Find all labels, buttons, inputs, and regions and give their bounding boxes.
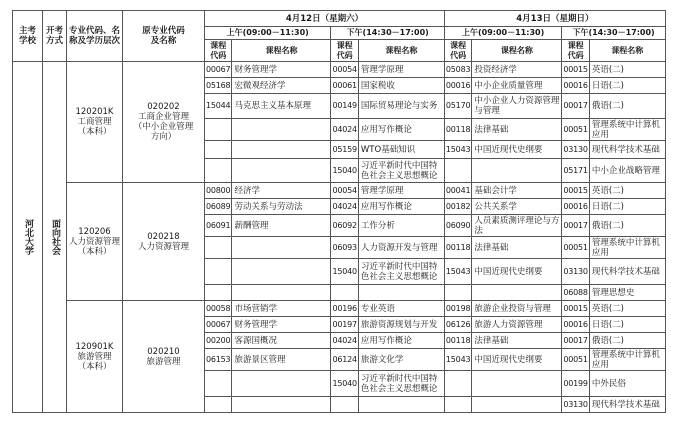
course-name: 现代科学技术基础 (589, 397, 665, 413)
course-name (232, 141, 331, 159)
course-code: 00118 (444, 119, 471, 141)
course-name: 俄语(二) (589, 215, 665, 237)
course-code: 06126 (444, 317, 471, 333)
course-code: 06090 (444, 215, 471, 237)
course-code: 06089 (205, 199, 232, 215)
course-name: 英语(二) (589, 301, 665, 317)
course-code (205, 259, 232, 285)
course-name: 应用写作概论 (358, 119, 444, 141)
course-name: 国际贸易理论与实务 (358, 94, 444, 119)
course-code: 00800 (205, 183, 232, 199)
course-name: 俄语(二) (589, 333, 665, 349)
course-code: 06088 (562, 285, 589, 301)
course-code: 04024 (331, 119, 358, 141)
header-day-1: 4月12日（星期六） (205, 11, 445, 27)
course-code: 15043 (444, 259, 471, 285)
course-name: 劳动关系与劳动法 (232, 199, 331, 215)
course-code: 00182 (444, 199, 471, 215)
course-name (358, 397, 444, 413)
course-code: 00054 (331, 62, 358, 78)
course-name (232, 237, 331, 259)
course-name: 中国近现代史纲要 (472, 349, 562, 371)
course-name: 公共关系学 (472, 199, 562, 215)
course-code: 05171 (562, 159, 589, 183)
course-code: 15040 (331, 259, 358, 285)
course-code (444, 285, 471, 301)
original-major-cell: 020210 旅游管理 (123, 301, 205, 413)
exam-schedule-table (12, 10, 666, 413)
header-method: 开考 方式 (43, 11, 67, 62)
course-name: 法律基础 (472, 119, 562, 141)
original-major-cell: 020218 人力资源管理 (123, 183, 205, 301)
course-name: 管理系统中计算机应用 (589, 119, 665, 141)
course-name (232, 371, 331, 397)
course-name: 旅游人力资源管理 (472, 317, 562, 333)
course-code: 06153 (205, 349, 232, 371)
course-code: 05168 (205, 78, 232, 94)
course-code: 00051 (562, 119, 589, 141)
course-code: 00015 (562, 301, 589, 317)
course-name (232, 119, 331, 141)
course-code: 00051 (562, 237, 589, 259)
course-code: 00149 (331, 94, 358, 119)
major-cell: 120901K 旅游管理 （本科） (67, 301, 123, 413)
course-code: 00118 (444, 333, 471, 349)
course-code: 06124 (331, 349, 358, 371)
course-code: 15040 (331, 371, 358, 397)
course-name: 中外民俗 (589, 371, 665, 397)
header-course-code: 课程 代码 (331, 40, 358, 62)
course-code: 00017 (562, 333, 589, 349)
header-course-code: 课程 代码 (562, 40, 589, 62)
course-name: 习近平新时代中国特色社会主义思想概论 (358, 371, 444, 397)
header-school: 主考 学校 (13, 11, 43, 62)
course-name: 专业英语 (358, 301, 444, 317)
course-name: 财务管理学 (232, 62, 331, 78)
course-code: 05170 (444, 94, 471, 119)
course-name: 管理系统中计算机应用 (589, 237, 665, 259)
course-code: 00041 (444, 183, 471, 199)
course-name (232, 259, 331, 285)
course-code: 00058 (205, 301, 232, 317)
course-code: 15043 (444, 141, 471, 159)
course-name: 英语(二) (589, 62, 665, 78)
course-code: 00054 (331, 183, 358, 199)
exam-schedule-sheet (12, 10, 666, 413)
course-code: 00198 (444, 301, 471, 317)
course-code: 00016 (562, 78, 589, 94)
course-name: 市场营销学 (232, 301, 331, 317)
course-name: 中国近现代史纲要 (472, 141, 562, 159)
header-day-2: 4月13日（星期日） (444, 11, 665, 27)
course-name: 投资经济学 (472, 62, 562, 78)
course-code: 00197 (331, 317, 358, 333)
course-code: 05083 (444, 62, 471, 78)
course-name: 旅游企业投资与管理 (472, 301, 562, 317)
schedule-row (13, 183, 666, 199)
course-code: 06091 (205, 215, 232, 237)
course-name: 薪酬管理 (232, 215, 331, 237)
course-code: 00067 (205, 62, 232, 78)
course-name: 旅游文化学 (358, 349, 444, 371)
course-code: 15044 (205, 94, 232, 119)
course-code: 00016 (444, 78, 471, 94)
course-code (205, 285, 232, 301)
course-name (232, 159, 331, 183)
header-course-code: 课程 代码 (444, 40, 471, 62)
course-name: 日语(二) (589, 317, 665, 333)
course-code: 03130 (562, 397, 589, 413)
course-name: 习近平新时代中国特色社会主义思想概论 (358, 159, 444, 183)
course-name: 人员素质测评理论与方法 (472, 215, 562, 237)
course-name: 旅游资源规划与开发 (358, 317, 444, 333)
course-code (205, 159, 232, 183)
schedule-row (13, 62, 666, 78)
course-code (444, 397, 471, 413)
course-name: 客源国概况 (232, 333, 331, 349)
course-name: 经济学 (232, 183, 331, 199)
course-code: 00118 (444, 237, 471, 259)
exam-method-cell: 面向社会 (43, 62, 67, 413)
header-day2-am: 上午(09:00－11:30) (444, 27, 561, 40)
course-name (358, 285, 444, 301)
course-code: 15043 (444, 349, 471, 371)
course-name (472, 371, 562, 397)
course-name: 国家税收 (358, 78, 444, 94)
course-code: 00017 (562, 215, 589, 237)
header-day1-pm: 下午(14:30－17:00) (331, 27, 444, 40)
course-name: 日语(二) (589, 199, 665, 215)
course-name (472, 397, 562, 413)
course-name: 基础会计学 (472, 183, 562, 199)
course-code: 03130 (562, 141, 589, 159)
course-code (444, 371, 471, 397)
course-name: 宏微观经济学 (232, 78, 331, 94)
course-code: 00067 (205, 317, 232, 333)
course-name: 中国近现代史纲要 (472, 259, 562, 285)
course-name: WTO基础知识 (358, 141, 444, 159)
course-name: 中小企业战略管理 (589, 159, 665, 183)
course-name: 日语(二) (589, 78, 665, 94)
course-code: 06092 (331, 215, 358, 237)
course-name: 法律基础 (472, 333, 562, 349)
course-name: 英语(二) (589, 183, 665, 199)
course-code: 03130 (562, 259, 589, 285)
course-name: 现代科学技术基础 (589, 141, 665, 159)
course-name (232, 397, 331, 413)
course-name: 法律基础 (472, 237, 562, 259)
course-code: 06093 (331, 237, 358, 259)
course-code (331, 285, 358, 301)
course-name (472, 285, 562, 301)
course-code: 00016 (562, 317, 589, 333)
header-day1-am: 上午(09:00－11:30) (205, 27, 331, 40)
school-name-cell: 河北大学 (13, 62, 43, 413)
header-course-name: 课程名称 (472, 40, 562, 62)
course-code (205, 371, 232, 397)
course-name: 应用写作概论 (358, 199, 444, 215)
course-name (472, 159, 562, 183)
course-code: 05159 (331, 141, 358, 159)
course-name: 管理学原理 (358, 183, 444, 199)
course-code: 00016 (562, 199, 589, 215)
course-name: 人力资源开发与管理 (358, 237, 444, 259)
major-cell: 120206 人力资源管理 （本科） (67, 183, 123, 301)
course-code (205, 237, 232, 259)
course-code: 00199 (562, 371, 589, 397)
header-course-name: 课程名称 (232, 40, 331, 62)
course-name: 管理学原理 (358, 62, 444, 78)
course-code: 00051 (562, 349, 589, 371)
course-name: 旅游景区管理 (232, 349, 331, 371)
course-code: 04024 (331, 199, 358, 215)
course-code: 00061 (331, 78, 358, 94)
course-name: 财务管理学 (232, 317, 331, 333)
course-code: 15040 (331, 159, 358, 183)
course-code: 00196 (331, 301, 358, 317)
course-name: 中小企业质量管理 (472, 78, 562, 94)
course-name: 管理系统中计算机应用 (589, 349, 665, 371)
course-name: 工作分析 (358, 215, 444, 237)
course-name: 现代科学技术基础 (589, 259, 665, 285)
schedule-row (13, 301, 666, 317)
header-course-code: 课程 代码 (205, 40, 232, 62)
course-name: 管理思想史 (589, 285, 665, 301)
header-course-name: 课程名称 (358, 40, 444, 62)
course-code (331, 397, 358, 413)
course-name: 习近平新时代中国特色社会主义思想概论 (358, 259, 444, 285)
course-code: 04024 (331, 333, 358, 349)
course-code (205, 397, 232, 413)
course-code (444, 159, 471, 183)
original-major-cell: 020202 工商企业管理 （中小企业管理 方向） (123, 62, 205, 183)
course-code: 00200 (205, 333, 232, 349)
course-name: 中小企业人力资源管理与管理 (472, 94, 562, 119)
header-day2-pm: 下午(14:30－17:00) (562, 27, 665, 40)
course-code (205, 141, 232, 159)
course-code: 00017 (562, 94, 589, 119)
course-name (232, 285, 331, 301)
course-name: 应用写作概论 (358, 333, 444, 349)
header-original-major: 原专业代码 及名称 (123, 11, 205, 62)
header-row-dates (13, 11, 666, 27)
course-code: 00015 (562, 183, 589, 199)
course-code: 00015 (562, 62, 589, 78)
course-name: 马克思主义基本原理 (232, 94, 331, 119)
course-code (205, 119, 232, 141)
header-course-name: 课程名称 (589, 40, 665, 62)
course-name: 俄语(二) (589, 94, 665, 119)
major-cell: 120201K 工商管理 （本科） (67, 62, 123, 183)
header-major: 专业代码、名 称及学历层次 (67, 11, 123, 62)
